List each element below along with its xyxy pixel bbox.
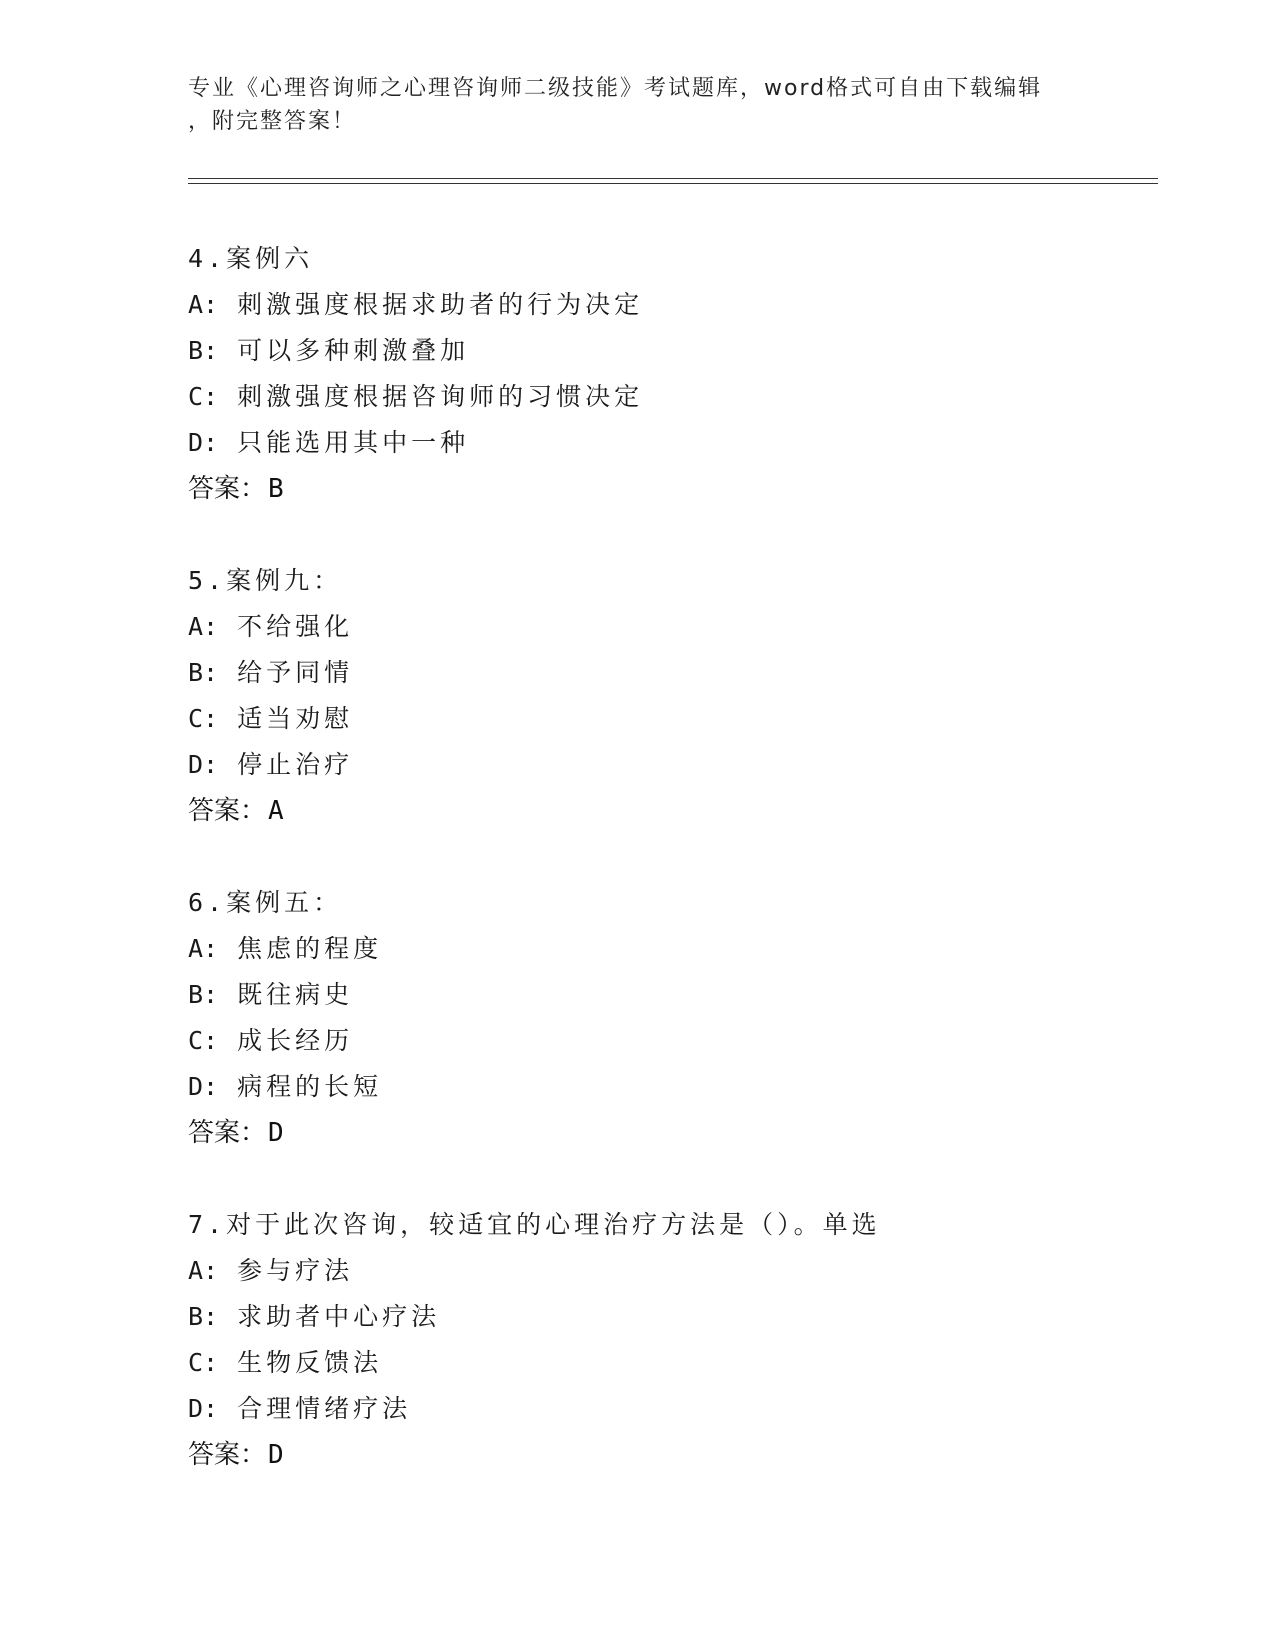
answer-value: A (268, 796, 284, 826)
option-text: 求助者中心疗法 (237, 1302, 441, 1331)
option-letter: A: (188, 934, 219, 963)
header-line-2: ，附完整答案！ (188, 109, 357, 134)
option-b (188, 328, 1188, 374)
option-b (188, 650, 1188, 696)
option-text: 刺激强度根据咨询师的习惯决定 (237, 382, 644, 411)
option-letter: C: (188, 382, 219, 411)
option-letter: D: (188, 750, 219, 779)
option-letter: C: (188, 704, 219, 733)
option-a (188, 926, 1188, 972)
option-letter: B: (188, 1302, 219, 1331)
option-text: 既往病史 (237, 980, 354, 1009)
option-a (188, 604, 1188, 650)
answer-value: D (268, 1118, 284, 1148)
question-title: 6.案例五： (188, 888, 343, 917)
answer-line (188, 1110, 1188, 1156)
question-item (188, 236, 1188, 512)
option-letter: B: (188, 980, 219, 1009)
answer-line (188, 1432, 1188, 1478)
option-b (188, 972, 1188, 1018)
option-letter: D: (188, 1072, 219, 1101)
answer-value: D (268, 1440, 284, 1470)
question-title: 4.案例六 (188, 244, 314, 273)
answer-line (188, 466, 1188, 512)
option-text: 刺激强度根据求助者的行为决定 (237, 290, 644, 319)
option-c (188, 1018, 1188, 1064)
answer-label: 答案： (188, 474, 267, 504)
option-text: 合理情绪疗法 (237, 1394, 412, 1423)
option-text: 参与疗法 (237, 1256, 354, 1285)
option-letter: A: (188, 612, 219, 641)
option-letter: C: (188, 1026, 219, 1055)
option-text: 适当劝慰 (237, 704, 354, 733)
option-a (188, 1248, 1188, 1294)
option-c (188, 1340, 1188, 1386)
option-a (188, 282, 1188, 328)
question-item (188, 1202, 1188, 1478)
document-header (188, 72, 1068, 138)
header-divider-bottom (188, 183, 1158, 184)
option-text: 病程的长短 (237, 1072, 383, 1101)
option-d (188, 1064, 1188, 1110)
option-letter: A: (188, 1256, 219, 1285)
question-item (188, 558, 1188, 834)
option-letter: C: (188, 1348, 219, 1377)
option-c (188, 374, 1188, 420)
option-text: 不给强化 (237, 612, 354, 641)
option-d (188, 1386, 1188, 1432)
option-letter: B: (188, 658, 219, 687)
option-letter: B: (188, 336, 219, 365)
option-text: 给予同情 (237, 658, 354, 687)
option-c (188, 696, 1188, 742)
question-title: 5.案例九： (188, 566, 343, 595)
option-letter: D: (188, 1394, 219, 1423)
answer-line (188, 788, 1188, 834)
answer-label: 答案： (188, 796, 267, 826)
option-d (188, 420, 1188, 466)
option-d (188, 742, 1188, 788)
answer-label: 答案： (188, 1118, 267, 1148)
option-letter: A: (188, 290, 219, 319)
option-text: 成长经历 (237, 1026, 354, 1055)
option-b (188, 1294, 1188, 1340)
answer-label: 答案： (188, 1440, 267, 1470)
option-text: 停止治疗 (237, 750, 354, 779)
option-letter: D: (188, 428, 219, 457)
option-text: 只能选用其中一种 (237, 428, 470, 457)
option-text: 生物反馈法 (237, 1348, 383, 1377)
header-line-1: 专业《心理咨询师之心理咨询师二级技能》考试题库，word格式可自由下载编辑 (188, 76, 1043, 101)
question-title: 7.对于此次咨询，较适宜的心理治疗方法是（）。单选 (188, 1210, 881, 1239)
header-divider-top (188, 178, 1158, 179)
answer-value: B (268, 474, 284, 504)
question-list (188, 236, 1188, 1524)
question-item (188, 880, 1188, 1156)
option-text: 可以多种刺激叠加 (237, 336, 470, 365)
option-text: 焦虑的程度 (237, 934, 383, 963)
